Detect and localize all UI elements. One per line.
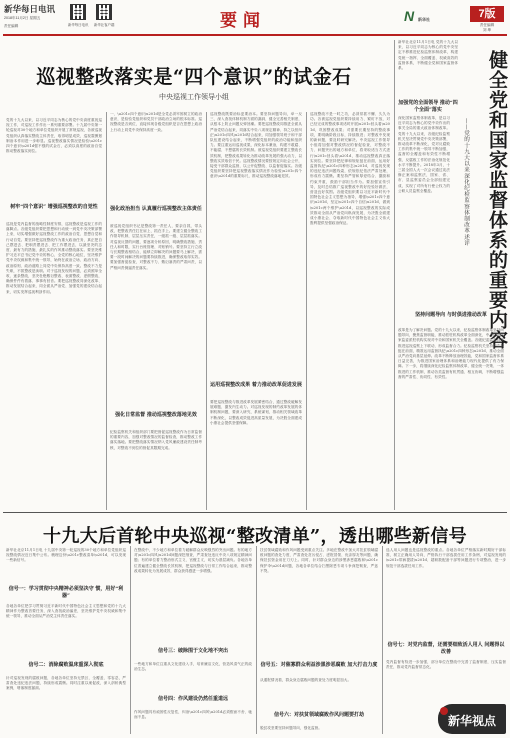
article2-body: 新华社北京11月1日电 十九届中央第一轮巡视的30个地方和单位党组织巡视整改情况近日集中公布。梳理这份\u201c整改清单\u201d，可以发现一些新信号。 [6,548,126,563]
article2-body: 各地各单位把学习贯彻习近平新时代中国特色社会主义思想和党的十九大精神作为整改首要任务，深入查找政治偏差，坚决维护党中央权威和集中统一领导，推动全面从严治党主体责任落实。 [6,604,126,619]
news-column-badge[interactable] [438,704,506,734]
article1-headline[interactable]: 巡视整改落实是“四个意识”的试金石 [36,66,352,88]
article2-subhead: 信号一：学习贯彻中央精神必须坚决守 惯，用好“利器” [8,586,124,599]
column-divider [394,40,395,510]
qr-code-icon[interactable] [96,4,112,20]
article1-subhead: 强化政治担当 认真履行巡视整改主体责任 [110,206,202,212]
newspaper-brand: 新华每日电讯 [4,4,56,14]
article1-subhead: 树牢“四个意识” 增强巡视整改的自觉性 [10,204,98,210]
masthead-editor: 责任编辑 [4,24,19,28]
article1-body: 巡视是党内监督的战略性制度安排，巡视整改是巡视工作的落脚点。各级党组织要把思想和行动统一到党中央决策部署上来，切实增强做好巡视整改工作的政治自觉、思想自觉和行动自觉。要坚持把巡视整改作为重大政治任务，真正把自己摆进去、把职责摆进去、把工作摆进去，以最坚决的态度、最有力的措施、最扎实的作风推动整改落实。要坚决维护习近平总书记党中央的核心、全党的核心地位，坚决维护党中央权威和集中统一领导，始终在政治立场、政治方向、政治原则、政治道路上同党中央保持高度一致。整改不力是失职，不抓整改是渎职。对于巡视发现的问题，必须照单全收、逐条整改，坚决杜绝敷衍整改、表面整改、虚假整改，确保件件有着落、事事有回音。要把巡视整改同深化改革、推动发展结合起来，同全面从严治党、加强党的建设结合起来，切实发挥巡视利剑作用。 [6,222,102,294]
article2-body: 针对巡视发现的腐败问题，各地各单位坚持无禁区、全覆盖、零容忍，严肃查处违纪违法问题，持续形成震慑。同时注重以案促改，深入剖析典型案例，堵塞制度漏洞。 [6,676,126,691]
article1-body: 纪检监察机关和组织部门要把督促巡视整改作为日常监督的重要内容，加强对整改情况的监督检查，推动整改工作落实落地。要把整改落实情况纳入党风廉政建设责任制考核，对整改不到位的督促其限期完成。 [110,430,202,450]
article2-body: 从通报情况看，群众身边腐败问题的查处力度明显加大。 [260,678,352,682]
article2-subhead: 信号三：破除围于文化地不突出 [157,648,228,654]
article1-body: 巡视整改不是一时之功，必须常抓不懈、久久为功。各被巡视党组织要持续用力、紧盯不放，对已经完成的整改事项适时开展\u201c回头看\u201d，巩固整改成果；对需要长期坚持的整改事项，要明确阶段目标，持续推进；对整改中发现的新问题，要及时研究解决。中央巡视工作领导小组将加强对整改情况的督促检查，对整改不力、问题突出的地方和单位，将采取适当方式进行\u201c回头看\u201d，推动巡视整改真正落实到位。要坚持把纪律和规矩挺在前面，运用好监督执纪\u201c四种形态\u201d，对巡视发现的违纪违法问题线索，依规依纪依法严肃处理，形成有力震慑。要坚持严管和厚爱结合、激励和约束并重，鼓励干部担当作为。要加强宣传引导，及时总结推广巡视整改中的好经验好做法，营造良好氛围。各级党组织要以习近平新时代中国特色社会主义思想为指导，增强\u201c四个意识\u201d，坚定\u201c四个自信\u201d，做到\u201c两个维护\u201d，以巡视整改的实际成效推动全面从严治党向纵深发展，为决胜全面建成小康社会、夺取新时代中国特色社会主义伟大胜利提供坚强政治保证。 [310,112,390,226]
qr-label: 新华每日电讯 [68,23,89,27]
article2-body: 选人用人问题也是巡视整改的重点。各地各单位严格落实新时期好干部标准，树立正确用人导向，严格执行干部选拔任用工作条例，对巡视发现的\u201c带病提拔\u201d、超职数配备干部等问题进行专项整治，进一步规范干部选拔任用工作。 [386,548,506,568]
sidebar-body: 深化国家监察体制改革，是以习近平同志为核心的党中央作出的事关全局的重大政治体制改革。党的十九大以来，各级纪检监察机关坚决贯彻党中央决策部署，推动改革不断深化，党对反腐败工作的集中统一领导不断加强，监督的全覆盖和有效性不断增强，反腐败工作的法治化规范化水平不断提升。2018年3月，十三届全国人大一次会议通过宪法修正案和监察法，国家、省、市、县监察委员会全部组建完成，实现了对所有行使公权力的公职人员监察全覆盖。 [398,116,450,193]
sidebar-body: 改革是为了解决问题。党的十九大以来，纪检监察体制改革坚持问题导向，聚焦监督职能，推动派驻机构改革全面深化，中央纪委国家监委派驻机构实现对中央和国家机关全覆盖。各级纪委监委持续推进巡视巡察上下联动，形成监督合力。纪检监察机关坚持把监督挺在前面，精准运用监督执纪\u201c四种形态\u201d，推动全面从严治党向基层延伸。改革不断释放治理效能，党和国家监督体系日益完善，为推进国家治理体系和治理能力现代化提供了有力保障。下一步，将继续深化纪检监察体制改革，健全统一决策、一体推进的工作机制，推动各类监督有机贯通、相互协调，不断增强监督的严肃性、协同性、有效性。 [398,328,504,379]
column-divider [130,546,131,734]
article1-body: 一、\u201c四个意识\u201d是全党必须牢固树立的政治意识，是检验党组织和党员干部政治立场的根本标准。巡视整改是否到位，直接体现各级党组织是否在思想上政治上行动上同党中央保持高度一致。 [110,112,202,132]
article1-body: 党的十九大以来，以习近平同志为核心的党中央高度重视巡视工作，对巡视工作作出一系列重要部署。十九届中央第一轮巡视对30个地方和单位党组织开展了常规巡视，各被巡视党组织认真落实整改主体责任，取得明显成效，巡视震慑遏制治本作用进一步彰显。巡视整改落实情况是检验\u201c四个意识\u201d强不强的试金石，必须以高度的政治自觉推动整改落实到位。 [6,118,102,154]
issue-date: 2018年11月2日 星期五 [4,16,41,20]
column-divider [382,546,383,734]
column-divider [106,112,107,510]
sidebar-subtitle: ——党的十九大以来深化纪检监察体制改革述评 [463,118,469,247]
article1-byline: 中央巡视工作领导小组 [159,93,229,101]
article2-subhead: 信号七：对党内监督，还需要细致活人用人 问题得以改善 [387,642,505,655]
sidebar-headline[interactable]: 健全党和国家监督体系的重要内容 [486,50,508,350]
article2-body: 扶贫领域腐败和作风问题受到重点关注。多地在整改中加大对扶贫领域腐败问题的查处力度，严肃查处贪污侵占、虚报冒领、优亲厚友等问题，确保扶贫资金用在刀刃上。同时，针对群众身边的涉黑涉恶腐败和\u201c保护伞\u201d问题，各地各单位结合扫黑除恶专项斗争深挖彻查，严惩不贷。 [260,548,378,573]
column-divider [206,112,207,510]
article2-headline[interactable]: 十九大后首轮中央巡视“整改清单”，透出哪些新信号 [43,526,467,547]
column-divider [306,112,307,510]
sidebar-subhead: 坚持问题导向 与时俱进推动改革 [415,312,487,318]
article1-body: 被巡视党组织书记是整改第一责任人，要亲自抓、带头改，把整改责任扛在肩上、抓在手上。要建立健全整改工作领导机制，层层压实责任，一级抓一级、层层抓落实。对巡视反馈的问题，要逐项分析原因，明确整改措施、责任人和时限，实行台账管理、对账销号。要坚持立行立改与长期整改相结合，能够立即解决的问题要马上解决，需要一段时间解决的问题要持续推进，确保整改取得实效。要加强督促检查，对整改不力、敷衍塞责的严肃问责，以严格问责倒逼责任落实。 [110,224,202,270]
article2-body: 一些地方和单位注重从文化建设入手，培育廉洁文化，营造风清气正的政治生态。 [134,662,252,672]
page-editor: 责任编辑 刘 坤 [479,23,495,32]
article2-body: 党内监督有待进一步加强，部分单位在整改中完善了监督制度，压实监督责任，推动党内监督常态化。 [386,660,506,670]
xinhua-logo: N 新华社 [404,8,431,24]
top-rule [3,34,507,36]
section-divider [3,512,507,513]
column-divider [256,546,257,734]
article2-subhead: 信号四：作风建设仍然任重道远 [157,696,228,702]
article2-subhead: 信号二：消除腐败温床重深入彻底 [28,662,104,668]
article2-body: 作风问题具有顽固性反复性，纠治\u201c四风\u201d必须锲而不舍、驰而不息。 [134,710,252,720]
sidebar-body: 新华社北京11月1日电 党的十九大以来，以习近平同志为核心的党中央坚定不移推进纪检监察体制改革，构建党统一指挥、全面覆盖、权威高效的监督体系，不断健全党和国家监督体系。 [398,40,458,71]
sidebar-subhead: 加强党的全面领导 推动“四个全面”落实 [398,100,458,113]
badge-dot-icon [440,707,448,715]
article1-body: 巡视整改既要治标更要治本。要坚持问题导向，举一反三，深入查找体制机制方面的漏洞，健全完善相关制度，从根本上防止问题反弹回潮。要把巡视整改同推进全面从严治党结合起来，同落实中央八项规定精神、持之以恒纠正\u201c四风\u201d结合起来，同加强领导班子和干部队伍建设结合起来，不断增强党组织的政治功能和组织力。要注重运用巡视成果，深化标本兼治，构建不敢腐、不能腐、不想腐的长效机制。被巡视党组织要建立整改长效机制，把整改成果转化为推动改革发展的强大动力，以整改实效取信于民。巡视整改情况要按规定向社会公开，接受干部群众监督，以公开促整改、以监督促落实。各级党组织要坚持把巡视整改落实情况作为检验\u201c四个意识\u201d的重要标尺，推动巡视整改落地见效。 [210,112,302,179]
masthead [0,0,510,36]
qr-label: 新华社客户端 [94,23,115,27]
page-number: 7版 [470,6,504,22]
article2-body: 在整改中，不少地方和单位着力破解群众反映强烈的突出问题。有的地方对\u201c四风\u201d问题深挖细查，严肃查处违反中央八项规定精神问题；有的单位着力整治形式主义、官僚主义，切实为基层减负。各地各单位普遍建立健全整改长效机制，把巡视整改与日常工作结合起来，推动整改成果转化为发展成效，群众获得感进一步增强。 [134,548,252,573]
qr-code-icon[interactable] [70,4,86,20]
article2-subhead: 信号五：对催寡群众利益涉黑涉恶腐败 加大打击力度 [260,662,378,668]
article2-subhead: 信号六：对扶贫领域腐败作风问题要打劫 [273,712,364,718]
article2-body: 脱贫攻坚要坚持问题导向，强化监督。 [260,726,322,730]
article1-subhead: 运用巡视整改成果 着力推动改革促进发展 [210,382,302,388]
section-title: 要闻 [220,11,266,31]
article1-subhead: 强化日常监督 推动巡视整改落地见效 [115,412,197,418]
badge-label: 新华视点 [448,714,497,728]
article1-body: 要把巡视整改与推进改革发展紧密结合，通过整改破解发展难题、激发内生动力。对巡视发现的制约改革发展的体制机制问题，要深入研究、系统谋划，推动相关领域改革不断深化，以整改成效促进高质量发展，为决胜全面建成小康社会提供坚强保障。 [210,400,302,425]
